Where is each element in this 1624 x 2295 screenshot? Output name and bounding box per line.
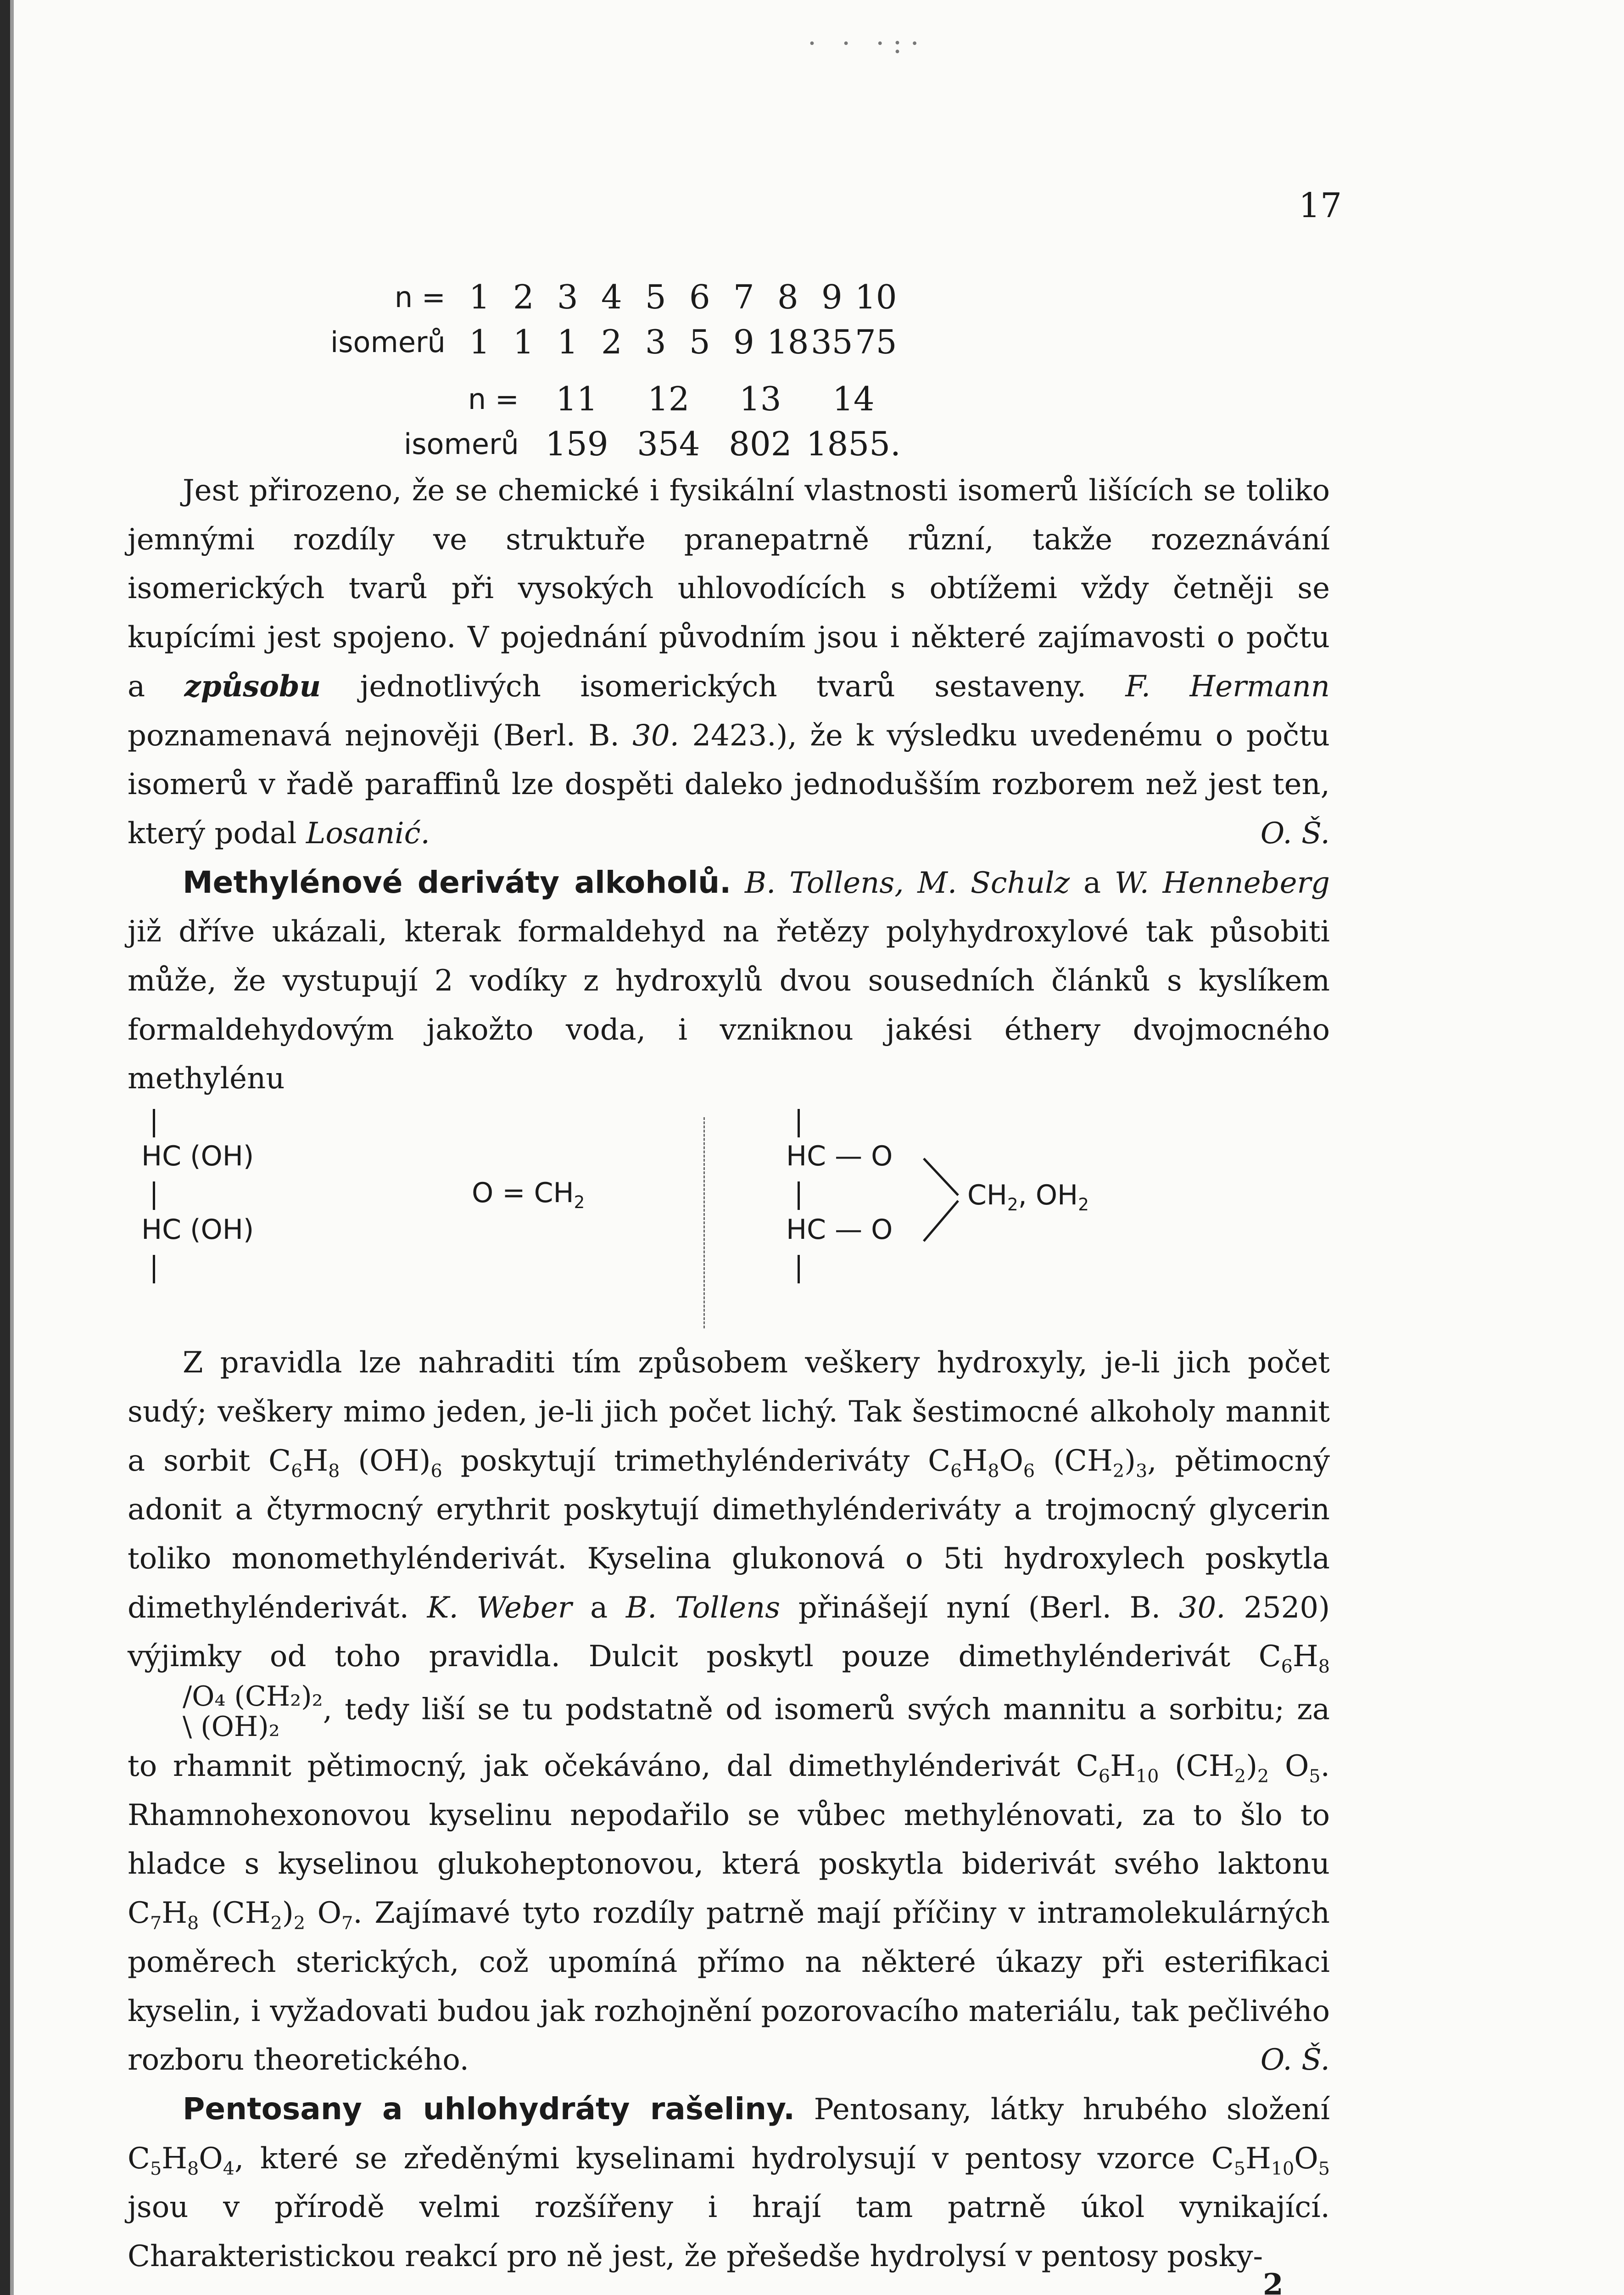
table-row: [330, 274, 898, 319]
text: H: [162, 1896, 188, 1931]
bracket-lines: [921, 1149, 963, 1250]
bond-line: [153, 1255, 155, 1283]
subscript: 6: [1281, 1656, 1293, 1678]
subscript: 2: [1007, 1194, 1018, 1215]
table-cell: 18: [766, 323, 809, 361]
text: (CH: [1159, 1749, 1234, 1784]
table-cell: 1: [469, 323, 490, 361]
signature: O. Š.: [1260, 2043, 1330, 2077]
text: H: [1110, 1749, 1136, 1784]
formula-part: , OH: [1018, 1179, 1078, 1212]
formula-text: HC (OH): [141, 1214, 254, 1246]
subscript: 6: [1098, 1765, 1111, 1787]
table-cell: 11: [555, 380, 598, 418]
text: . Rhamnohexonovou kyselinu nepodařilo se vůbec methylénovati, za to šlo to hladce s kyselinou glukoheptonovou, která poskytla biderivát svého laktonu C: [128, 1749, 1330, 1931]
author-name: Losanić.: [306, 816, 430, 851]
page-number: 17: [1299, 186, 1342, 225]
subscript: 10: [1271, 2158, 1295, 2179]
bond-line: [153, 1109, 155, 1137]
table-cell: 12: [647, 380, 690, 418]
volume: 30.: [1178, 1590, 1226, 1625]
table-cell: 2: [513, 278, 534, 316]
subscript: 5: [1309, 1765, 1321, 1787]
text: jsou v přírodě velmi rozšířeny i hrají tam patrně úkol vynikající. Charakteristickou reakcí pro ně jest, že přešedše hydrolysí v pentosy posky-: [128, 2190, 1330, 2274]
formula-text: [967, 1179, 1089, 1215]
subscript: 2: [1234, 1765, 1246, 1787]
author-name: B. Tollens, M. Schulz: [744, 866, 1070, 900]
text: (OH): [340, 1444, 431, 1478]
text: 2423.), že k výsledku uvedenému o počtu isomerů v řadě paraffinů lze dospěti daleko jednodušším rozborem než jest ten, který podal: [128, 718, 1330, 851]
scan-specks: · · ·:·: [808, 28, 927, 60]
subscript: 10: [1135, 1765, 1159, 1787]
table-cell: 7: [733, 278, 754, 316]
subscript: 5: [1233, 2158, 1245, 2179]
text: a: [1083, 866, 1101, 900]
paragraph-isomers: [128, 466, 1330, 858]
text: ): [282, 1896, 294, 1931]
subscript: 2: [293, 1913, 306, 1934]
text: O: [999, 1444, 1023, 1478]
table-cell: 1: [557, 323, 578, 361]
text: , tedy liší se tu podstatně od isomerů svých mannitu a sorbitu; za to rhamnit pětimocný, jak očekáváno, dal dimethylénderivát C: [128, 1692, 1330, 1784]
subscript: 6: [1023, 1460, 1035, 1482]
table-cell: 3: [557, 278, 578, 316]
subscript: 8: [988, 1460, 999, 1482]
formula-text: HC — O: [786, 1140, 893, 1173]
text: (CH: [1035, 1444, 1113, 1478]
text: O: [199, 2141, 223, 2176]
volume: 30.: [632, 718, 679, 753]
formula-text: HC (OH): [141, 1140, 254, 1173]
text: jednotlivých isomerických tvarů sestaveny.: [321, 669, 1126, 704]
formula-part: CH: [967, 1179, 1008, 1212]
subscript: 5: [1318, 2158, 1330, 2179]
formula-part: \ (OH)₂: [183, 1711, 280, 1743]
subscript: 8: [328, 1460, 340, 1482]
table-cell: 354: [637, 425, 700, 463]
table-cell: 4: [601, 278, 622, 316]
table-cell: 1855.: [806, 425, 901, 463]
table-cell: 75: [854, 323, 897, 361]
table-cell: 9: [733, 323, 754, 361]
emphasis: způsobu: [184, 669, 321, 704]
branch-formula: [128, 1681, 323, 1742]
table-cell: 6: [689, 278, 710, 316]
table-cell: 5: [645, 278, 666, 316]
subscript: 2: [1112, 1460, 1125, 1482]
table-row: [404, 421, 901, 466]
table-cell: 2: [601, 323, 622, 361]
text: poskytují trimethylénderiváty C: [442, 1444, 951, 1478]
isomer-count-table-2: [404, 376, 901, 466]
subscript: 5: [150, 2158, 162, 2179]
table-cell: 802: [729, 425, 792, 463]
bond-line: [798, 1109, 800, 1137]
signature-mark: 2: [1263, 2267, 1284, 2295]
text: (CH: [199, 1896, 271, 1931]
signature: O. Š.: [1260, 816, 1330, 851]
article-body: [128, 466, 1330, 2281]
text: ): [1246, 1749, 1258, 1784]
subscript: 8: [187, 1913, 199, 1934]
table-row: [404, 376, 901, 421]
subscript: 4: [223, 2158, 234, 2179]
text: přinášejí nyní (Berl. B.: [780, 1590, 1179, 1625]
text: , pětimocný adonit a čtyrmocný erythrit poskytují dimethylénderiváty a trojmocný glycerin toliko monomethylénderivát. Kyselina glukonová o 5ti hydroxylech poskytla dimethylénderivát.: [128, 1444, 1330, 1625]
table-cell: 10: [854, 278, 897, 316]
text: H: [162, 2141, 188, 2176]
subscript: 7: [150, 1913, 162, 1934]
formula-text: HC — O: [786, 1214, 893, 1246]
subscript: 2: [1078, 1194, 1089, 1215]
text: ): [1124, 1444, 1136, 1478]
subscript: 2: [1257, 1765, 1269, 1787]
text: O: [1269, 1749, 1309, 1784]
paragraph-pentosans: [128, 2085, 1330, 2281]
table-cell: 14: [832, 380, 875, 418]
text: Pentosany, látky hrubého složení C: [128, 2092, 1330, 2176]
subscript: 6: [291, 1460, 303, 1482]
text: H: [1292, 1640, 1318, 1674]
formula-text: [472, 1177, 585, 1213]
subscript: 6: [430, 1460, 442, 1482]
paragraph-rules: [128, 1338, 1330, 2085]
row-label: isomerů: [330, 325, 446, 359]
text: Jest přirozeno, že se chemické i fysikální vlastnosti isomerů lišících se toliko jemnými rozdíly ve struktuře pranepatrně různí, takže rozeznávání isomerických tvarů při vysokých uhlovodících s obtížemi vždy četněji se kupícími jest spojeno. V pojednání původním jsou i některé zajímavosti o počtu a: [128, 474, 1330, 704]
author-name: F. Hermann: [1125, 669, 1330, 704]
table-cell: 5: [689, 323, 710, 361]
text: , které se zředěnými kyselinami hydrolysují v pentosy vzorce C: [234, 2141, 1234, 2176]
author-name: B. Tollens: [625, 1590, 781, 1625]
table-cell: 1: [469, 278, 490, 316]
subscript: 2: [270, 1913, 282, 1934]
row-label: isomerů: [404, 427, 519, 461]
row-label: n =: [394, 280, 446, 314]
text: H: [302, 1444, 329, 1478]
author-name: W. Henneberg: [1114, 866, 1330, 900]
text: již dříve ukázali, kterak formaldehyd na řetězy polyhydroxylové tak působiti může, že vystupují 2 vodíky z hydroxylů dvou sousedních článků s kyslíkem formaldehydovým jakožto voda, i vzniknou jakési éthery dvojmocného methylénu: [128, 915, 1330, 1096]
text: H: [962, 1444, 988, 1478]
table-cell: 8: [777, 278, 798, 316]
table-cell: 1: [513, 323, 534, 361]
divider: [703, 1117, 705, 1328]
text: 2520) výjimky od toho pravidla. Dulcit poskytl pouze dimethylénderivát C: [128, 1590, 1330, 1674]
bond-line: [798, 1181, 800, 1210]
text: O: [305, 1896, 342, 1931]
text: Z pravidla lze nahraditi tím způsobem veškery hydroxyly, je-li jich počet sudý; veškery mimo jeden, je-li jich počet lichý. Tak šestimocné alkoholy mannit a sorbit C: [128, 1346, 1330, 1478]
formula-part: /O₄ (CH₂)₂: [183, 1680, 323, 1713]
table-cell: 35: [810, 323, 853, 361]
structural-formula: [128, 1103, 1330, 1338]
bond-line: [153, 1181, 155, 1210]
subscript: 3: [1136, 1460, 1148, 1482]
text: poznamenavá nejnověji (Berl. B.: [128, 718, 633, 753]
row-label: n =: [468, 382, 519, 416]
table-cell: 3: [645, 323, 666, 361]
bond-line: [798, 1255, 800, 1283]
table-cell: 13: [739, 380, 781, 418]
formula-part: O = CH: [472, 1177, 574, 1209]
subscript: 2: [574, 1192, 585, 1213]
paragraph-methylene: [128, 858, 1330, 1104]
text: . Zajímavé tyto rozdíly patrně mají příčiny v intramolekulárných poměrech sterických, což upomíná přímo na některé úkazy při esterifikaci kyselin, i vyžadovati budou jak rozhojnění pozorovacího materiálu, tak pečlivého rozboru theoretického.: [128, 1896, 1330, 2077]
subscript: 6: [950, 1460, 962, 1482]
author-name: K. Weber: [427, 1590, 572, 1625]
section-heading: Pentosany a uhlohydráty rašeliny.: [183, 2091, 795, 2127]
subscript: 7: [341, 1913, 353, 1934]
table-cell: 9: [821, 278, 843, 316]
subscript: 8: [1318, 1656, 1330, 1678]
text: H: [1245, 2141, 1271, 2176]
scan-edge-shadow: [10, 0, 14, 2295]
table-cell: 159: [545, 425, 608, 463]
text: O: [1294, 2141, 1318, 2176]
section-heading: Methylénové deriváty alkoholů.: [183, 864, 731, 900]
scan-edge: [0, 0, 10, 2295]
table-row: [330, 319, 898, 364]
subscript: 8: [187, 2158, 199, 2179]
isomer-count-table-1: [330, 274, 898, 364]
text: a: [572, 1590, 626, 1625]
